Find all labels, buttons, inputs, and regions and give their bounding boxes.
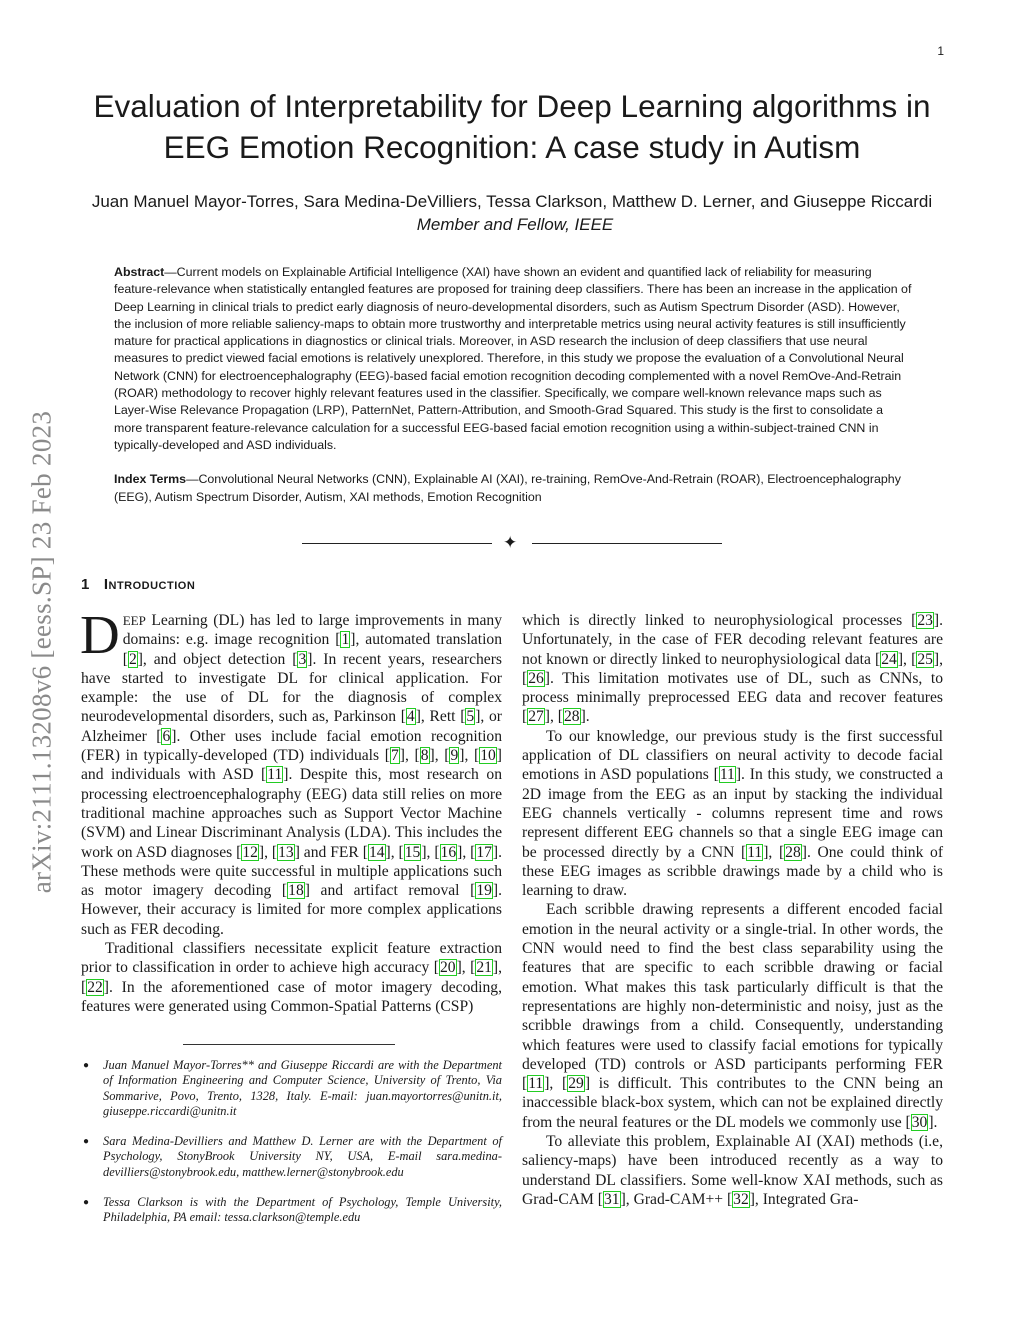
footnote-text: Juan Manuel Mayor-Torres** and Giuseppe Riccardi are with the Department of Information Engineering and Computer Science, University of Trento, Via Sommarive, Povo, Trento, 1328, Italy. E-mail: juan.mayortorres@unitn.it, giuseppe.riccardi@unitn.it: [103, 1058, 502, 1118]
citation-link[interactable]: 11: [267, 766, 283, 784]
right-column: [522, 611, 943, 1209]
footnote-affiliation: [81, 1195, 502, 1226]
section-divider: [302, 534, 722, 554]
citation-link[interactable]: 22: [87, 978, 103, 996]
footnote-affiliation: [81, 1134, 502, 1180]
paragraph-text: Learning (DL) has led to large improvements in many domains: e.g. image recognition [1], automated translation [2], and object detection [3]. In recent years, researchers have started to investigate DL for clinical application. For example: the use of DL for the diagnosis of complex neurodevelopmental disorders, such as, Parkinson [4], Rett [5], or Alzheimer [6]. Other uses include facial emotion recognition (FER) in typically-developed (TD) individuals [7], [8], [9], [10] and individuals with ASD [11]. Despite this, most research on processing electroencephalography (EEG) data still relies on more traditional machine approaches such as Support Vector Machine (SVM) and Linear Discriminant Analysis (LDA). This includes the work on ASD diagnoses [12], [13] and FER [14], [15], [16], [17]. These methods were quite successful in multiple applications such as motor imagery decoding [18] and artifact removal [19]. However, their accuracy is limited for more complex applications such as FER decoding.: [81, 612, 503, 938]
abstract-block: [114, 264, 914, 523]
authors: Juan Manuel Mayor-Torres, Sara Medina-DeVilliers, Tessa Clarkson, Matthew D. Lerner, and Giuseppe Riccardi: [91, 192, 933, 211]
divider-line-left: [302, 543, 492, 544]
citation-link[interactable]: 10: [480, 747, 496, 765]
citation-link[interactable]: 13: [278, 843, 294, 861]
citation-link[interactable]: 7: [390, 747, 399, 765]
citation-link[interactable]: 6: [162, 727, 171, 745]
intro-paragraph-4: [522, 900, 943, 1132]
author-list: [80, 190, 944, 236]
citation-link[interactable]: 20: [439, 959, 456, 977]
citation-link[interactable]: 15: [404, 843, 421, 861]
footnote-affiliation: [81, 1058, 502, 1119]
citation-link[interactable]: 16: [440, 843, 457, 861]
citation-link[interactable]: 14: [368, 843, 385, 861]
citation-link[interactable]: 11: [719, 766, 735, 784]
intro-paragraph-3: [522, 727, 943, 901]
intro-paragraph-1: [80, 604, 503, 939]
index-terms-label: Index Terms: [114, 472, 187, 487]
arxiv-identifier-stamp: arXiv:2111.13208v6 [eess.SP] 23 Feb 2023: [26, 410, 57, 894]
citation-link[interactable]: 9: [450, 747, 459, 765]
citation-link[interactable]: 28: [785, 843, 801, 861]
page-number: 1: [937, 44, 944, 58]
index-terms: [114, 471, 914, 506]
diamond-star-icon: ✦: [503, 533, 518, 553]
citation-link[interactable]: 4: [406, 708, 415, 726]
bullet-icon: ●: [83, 1060, 90, 1071]
paragraph-text: Each scribble drawing represents a different encoded facial emotion in the neural activity or a single-trial. In other words, the CNN would need to find the best class separability using the features that are specific to each scribble drawing or facial emotion. What makes this task particularly difficult is that the representations are highly non-deterministic and noisy, just as the scribble drawings from a child. Consequently, understanding which features were used to classify facial emotions for typically developed (TD) controls or ASD participants performing FER [11], [29] is difficult. This contributes to the CNN being an inaccessible black-box system, which can not be explained directly from the neural features or the DL models we commonly use [30].: [522, 901, 943, 1131]
citation-link[interactable]: 23: [917, 612, 933, 629]
author-membership: Member and Fellow, IEEE: [416, 215, 614, 234]
citation-link[interactable]: 26: [528, 669, 544, 687]
footnotes: [81, 1058, 502, 1241]
abstract-label: Abstract: [114, 265, 165, 279]
divider-line-right: [532, 543, 722, 544]
paragraph-text: Traditional classifiers necessitate explicit feature extraction prior to classification in order to achieve high accuracy [20], [21], [22]. In the aforementioned case of motor imagery decoding, features were generated using Common-Spatial Patterns (CSP): [81, 940, 502, 1015]
section-heading: [81, 576, 195, 593]
citation-link[interactable]: 27: [528, 708, 544, 726]
citation-link[interactable]: 11: [528, 1075, 544, 1093]
citation-link[interactable]: 2: [128, 650, 137, 668]
citation-link[interactable]: 28: [563, 708, 580, 726]
bullet-icon: ●: [83, 1136, 90, 1148]
paragraph-text: To our knowledge, our previous study is the first successful application of DL classifiers on neural activity to decode facial emotions in ASD populations [11]. In this study, we constructed a 2D image from the EEG as an input by stacking the individual EEG channels vertically - columns represent time and rows represent different EEG channels so that a single EEG image can be processed directly by a CNN [11], [28]. One could think of these EEG images as scribble drawings made by a child who is learning to draw.: [522, 727, 944, 900]
citation-link[interactable]: 17: [476, 843, 492, 861]
drop-cap: D: [80, 604, 120, 665]
citation-link[interactable]: 29: [568, 1075, 584, 1093]
citation-link[interactable]: 8: [420, 747, 429, 765]
citation-link[interactable]: 32: [733, 1190, 749, 1208]
paragraph-text: To alleviate this problem, Explainable AI (XAI) methods (i.e, saliency-maps) have been introduced recently as a way to understand DL classifiers. Some well-know XAI methods, such as Grad-CAM [31], Grad-CAM++ [32], Integrated Gra-: [522, 1133, 943, 1208]
citation-link[interactable]: 11: [747, 843, 763, 861]
index-terms-text: —Convolutional Neural Networks (CNN), Explainable AI (XAI), re-training, RemOve-And-Retrain (ROAR), Electroencephalography (EEG), Autism Spectrum Disorder, Autism, XAI methods, Emotion Recognition: [114, 472, 901, 504]
citation-link[interactable]: 5: [466, 708, 475, 726]
citation-link[interactable]: 24: [881, 650, 897, 668]
footnote-text: Sara Medina-Devilliers and Matthew D. Lerner are with the Department of Psychology, StonyBrook University NY, USA, E-mail sara.medina-devilliers@stonybrook.edu, matthew.lerner@stonybrook.edu: [103, 1134, 502, 1179]
footnote-text: Tessa Clarkson is with the Department of Psychology, Temple University, Philadelphia, PA email: tessa.clarkson@temple.edu: [103, 1195, 502, 1225]
citation-link[interactable]: 1: [341, 631, 350, 649]
citation-link[interactable]: 21: [476, 959, 492, 977]
intro-paragraph-2-continued: [522, 611, 943, 727]
paper-title: Evaluation of Interpretability for Deep Learning algorithms in EEG Emotion Recognition: A case study in Autism: [93, 88, 931, 165]
citation-link[interactable]: 3: [298, 650, 307, 668]
citation-link[interactable]: 18: [288, 882, 304, 900]
footnote-rule: [183, 1044, 395, 1045]
citation-link[interactable]: 31: [603, 1190, 620, 1208]
abstract-text: —Current models on Explainable Artificial Intelligence (XAI) have shown an evident and quantified lack of reliability for measuring feature-relevance when statistically entangled features are proposed for training deep classifiers. There has been an increase in the application of Deep Learning in clinical trials to predict early diagnosis of neuro-developmental disorders, such as Autism Spectrum Disorder (ASD). However, the inclusion of more reliable saliency-maps to obtain more trustworthy and interpretable metrics using neural activity features is still insufficiently mature for practical applications in diagnostics or clinical trials. Moreover, in ASD research the inclusion of deep classifiers that use neural measures to predict viewed facial emotions is relatively unexplored. Therefore, in this study we propose the evaluation of a Convolutional Neural Network (CNN) for electroencephalography (EEG)-based facial emotion recognition decoding complemented with a novel RemOve-And-Retrain (ROAR) methodology to recover highly relevant features used in the classifier. Specifically, we compare well-known relevance maps such as Layer-Wise Relevance Propagation (LRP), PatternNet, Pattern-Attribution, and Smooth-Grad Squared. This study is the first to consolidate a more transparent feature-relevance calculation for a successful EEG-based facial emotion recognition using a within-subject-trained CNN in typically-developed and ASD individuals.: [114, 265, 912, 452]
citation-link[interactable]: 25: [917, 650, 933, 668]
section-title: Introduction: [103, 576, 196, 593]
citation-link[interactable]: 12: [242, 843, 258, 861]
abstract: [114, 264, 914, 454]
section-number: 1: [81, 576, 90, 593]
first-word-rest: EEP: [122, 613, 146, 628]
citation-link[interactable]: 19: [476, 882, 492, 900]
left-column: [80, 604, 503, 1016]
intro-paragraph-2: [81, 939, 502, 1016]
citation-link[interactable]: 30: [911, 1113, 928, 1131]
paragraph-text: which is directly linked to neurophysiological processes [23]. Unfortunately, in the case of FER decoding relevant features are not known or directly linked to neurophysiological data [24], [25], [26]. This limitation motivates use of DL, such as CNNs, to process minimally preprocessed EEG data and recover features [27], [28].: [522, 612, 943, 726]
bullet-icon: ●: [83, 1197, 90, 1209]
intro-paragraph-5: [522, 1132, 943, 1209]
